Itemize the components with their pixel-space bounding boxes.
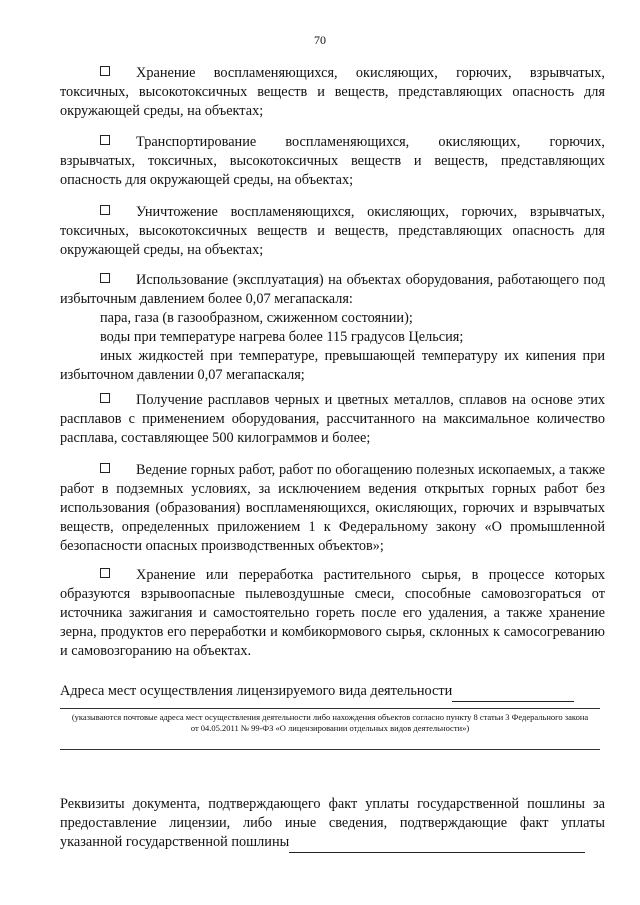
- activity-item-pressure-equipment: [60, 271, 605, 385]
- address-note-line1: (указываются почтовые адреса мест осуществления деятельности либо нахождения объектов согласно пункту 8 статьи 3 Федерального закона: [71, 712, 589, 722]
- checkbox-icon[interactable]: [100, 273, 110, 283]
- item-text: Транспортирование воспламеняющихся, окисляющих, горючих, взрывчатых, токсичных, высокотоксичных веществ и веществ, представляющих опасность для окружающей среды, на объектах;: [60, 134, 605, 188]
- item-text: Уничтожение воспламеняющихся, окисляющих, горючих, взрывчатых, токсичных, высокотоксичных веществ и веществ, представляющих опасность для окружающей среды, на объектах;: [60, 204, 605, 258]
- sub-item-other-liquids: иных жидкостей при температуре, превышающей температуру их кипения при избыточном давлении 0,07 мегапаскаля;: [60, 348, 605, 383]
- item-text: Хранение воспламеняющихся, окисляющих, горючих, взрывчатых, токсичных, высокотоксичных веществ и веществ, представляющих опасность для окружающей среды, на объектах;: [60, 65, 605, 119]
- checkbox-icon[interactable]: [100, 135, 110, 145]
- address-field: [60, 682, 605, 702]
- address-label: Адреса мест осуществления лицензируемого вида деятельности: [60, 683, 453, 699]
- address-blank[interactable]: [452, 682, 574, 702]
- requisites-blank[interactable]: [289, 833, 585, 853]
- activity-item-transport: [60, 133, 605, 190]
- checkbox-icon[interactable]: [100, 463, 110, 473]
- sub-item-steam-gas: пара, газа (в газообразном, сжиженном состоянии);: [100, 310, 413, 326]
- item-text: Ведение горных работ, работ по обогащению полезных ископаемых, а также работ в подземных условиях, за исключением ведения открытых горных работ без использования (образования) воспламеняющихся, окисляющих, горючих и взрывчатых веществ, определенных приложением 1 к Федеральному закону «О промышленной безопасности опасных производственных объектов»;: [60, 462, 605, 554]
- checkbox-icon[interactable]: [100, 568, 110, 578]
- address-extra-line[interactable]: [60, 749, 600, 750]
- requisites-text: Реквизиты документа, подтверждающего факт уплаты государственной пошлины за предоставление лицензии, либо иные сведения, подтверждающие факт уплаты указанной государственной пошлины: [60, 796, 605, 850]
- address-note: [60, 712, 600, 734]
- address-note-line2: от 04.05.2011 № 99-ФЗ «О лицензировании отдельных видов деятельности»): [190, 723, 470, 733]
- address-line[interactable]: [60, 708, 600, 709]
- checkbox-icon[interactable]: [100, 205, 110, 215]
- activity-item-destruction: [60, 203, 605, 260]
- payment-requisites-field: [60, 795, 605, 853]
- item-text: Получение расплавов черных и цветных металлов, сплавов на основе этих расплавов с применением оборудования, рассчитанного на максимальное количество расплава, составляющее 500 килограммов и более;: [60, 392, 605, 446]
- activity-item-mining: [60, 461, 605, 556]
- checkbox-icon[interactable]: [100, 393, 110, 403]
- checkbox-icon[interactable]: [100, 66, 110, 76]
- item-text: Хранение или переработка растительного сырья, в процессе которых образуются взрывоопасные пылевоздушные смеси, способные самовозгораться от источника зажигания и самостоятельно гореть после его удаления, а также хранение зерна, продуктов его переработки и комбикормового сырья, склонных к самосогреванию и самовозгоранию на объектах.: [60, 567, 605, 659]
- activity-item-metal-melts: [60, 391, 605, 448]
- page-number: 70: [314, 33, 326, 47]
- item-text: Использование (эксплуатация) на объектах оборудования, работающего под избыточным давлением более 0,07 мегапаскаля:: [60, 272, 605, 307]
- sub-item-water: воды при температуре нагрева более 115 градусов Цельсия;: [100, 329, 464, 345]
- activity-item-storage: [60, 64, 605, 121]
- activity-item-plant-raw-materials: [60, 566, 605, 661]
